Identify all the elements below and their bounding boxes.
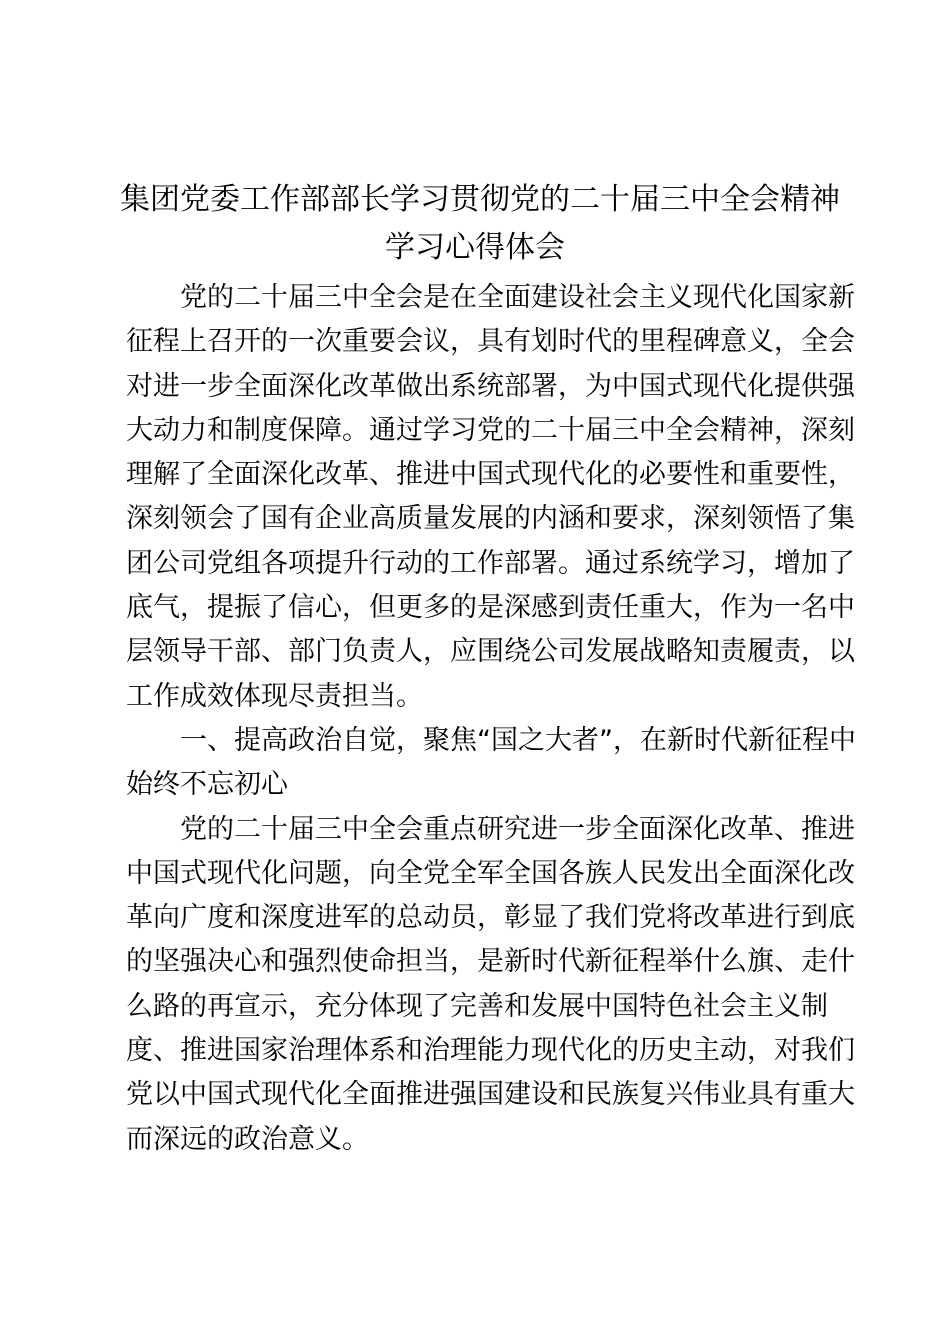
paragraph-line: 团公司党组各项提升行动的工作部署。通过系统学习，增加了 [126, 547, 855, 579]
paragraph-line: 大动力和制度保障。通过学习党的二十届三中全会精神，深刻 [126, 414, 855, 446]
paragraph-line: 党以中国式现代化全面推进强国建设和民族复兴伟业具有重大 [126, 1079, 855, 1111]
section-heading-line: 始终不忘初心 [126, 769, 288, 801]
document-body [126, 276, 856, 1162]
paragraph-line: 理解了全面深化改革、推进中国式现代化的必要性和重要性， [126, 459, 855, 491]
paragraph-line: 党的二十届三中全会重点研究进一步全面深化改革、推进 [180, 813, 855, 845]
paragraph-line: 度、推进国家治理体系和治理能力现代化的历史主动，对我们 [126, 1035, 855, 1067]
paragraph-line: 对进一步全面深化改革做出系统部署，为中国式现代化提供强 [126, 370, 855, 402]
paragraph-line: 深刻领会了国有企业高质量发展的内涵和要求，深刻领悟了集 [126, 503, 855, 535]
paragraph-line: 革向广度和深度进军的总动员，彰显了我们党将改革进行到底 [126, 902, 855, 934]
paragraph-line: 党的二十届三中全会是在全面建设社会主义现代化国家新 [180, 282, 855, 313]
paragraph-line: 工作成效体现尽责担当。 [126, 680, 423, 712]
paragraph-line: 而深远的政治意义。 [126, 1123, 369, 1155]
paragraph-line: 的坚强决心和强烈使命担当，是新时代新征程举什么旗、走什 [126, 946, 855, 978]
paragraph-line: 底气，提振了信心，但更多的是深感到责任重大，作为一名中 [126, 592, 855, 624]
paragraph-line: 么路的再宣示，充分体现了完善和发展中国特色社会主义制 [126, 990, 828, 1022]
paragraph-line: 层领导干部、部门负责人，应围绕公司发展战略知责履责，以 [126, 636, 855, 668]
title-line: 学习心得体会 [385, 230, 565, 265]
section-heading-line: 一、提高政治自觉，聚焦“国之大者”，在新时代新征程中 [180, 724, 856, 756]
document-title [120, 176, 840, 272]
paragraph-line: 中国式现代化问题，向全党全军全国各族人民发出全面深化改 [126, 857, 855, 889]
title-line: 集团党委工作部部长学习贯彻党的二十届三中全会精神 [120, 182, 840, 217]
paragraph-line: 征程上召开的一次重要会议，具有划时代的里程碑意义，全会 [126, 326, 855, 358]
